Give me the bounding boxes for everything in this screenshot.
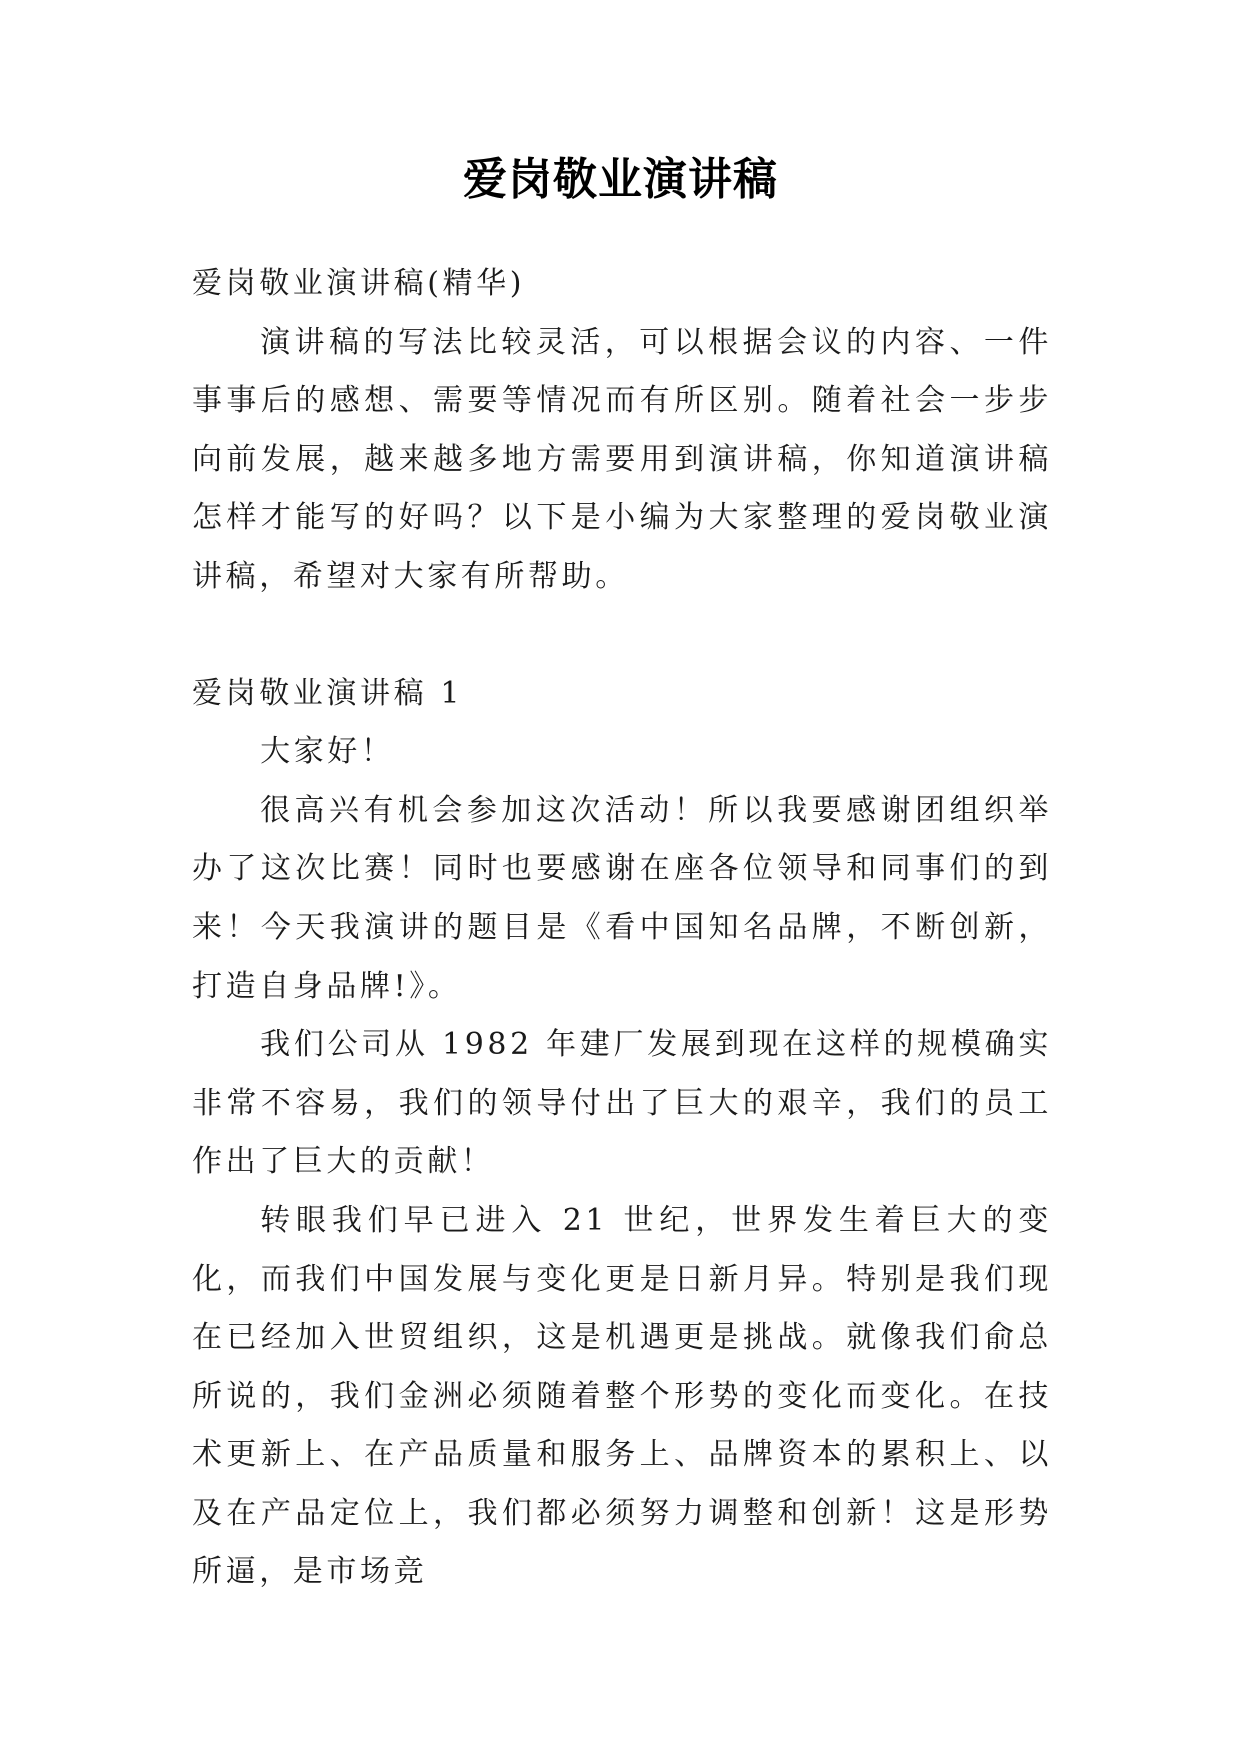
body-paragraph-2: 我们公司从 1982 年建厂发展到现在这样的规模确实非常不容易，我们的领导付出了巨大的艰辛，我们的员工作出了巨大的贡献！ xyxy=(192,1027,1052,1180)
body-paragraph-1: 很高兴有机会参加这次活动！所以我要感谢团组织举办了这次比赛！同时也要感谢在座各位领导和同事们的到来！今天我演讲的题目是《看中国知名品牌，不断创新，打造自身品牌!》。 xyxy=(192,792,1052,1004)
section-gap xyxy=(192,607,1052,665)
body-paragraph-greeting: 大家好！ xyxy=(260,734,395,770)
document-body xyxy=(192,255,1052,1602)
section-heading: 爱岗敬业演讲稿 1 xyxy=(192,675,464,711)
document-title: 爱岗敬业演讲稿 xyxy=(463,154,778,205)
document-subtitle: 爱岗敬业演讲稿(精华) xyxy=(192,266,526,301)
intro-paragraph: 演讲稿的写法比较灵活，可以根据会议的内容、一件事事后的感想、需要等情况而有所区别。随着社会一步步向前发展，越来越多地方需要用到演讲稿，你知道演讲稿怎样才能写的好吗？以下是小编为大家整理的爱岗敬业演讲稿，希望对大家有所帮助。 xyxy=(192,324,1052,594)
body-paragraph-3: 转眼我们早已进入 21 世纪，世界发生着巨大的变化，而我们中国发展与变化更是日新月异。特别是我们现在已经加入世贸组织，这是机遇更是挑战。就像我们俞总所说的，我们金洲必须随着整个形势的变化而变化。在技术更新上、在产品质量和服务上、品牌资本的累积上、以及在产品定位上，我们都必须努力调整和创新！这是形势所逼，是市场竞 xyxy=(192,1202,1052,1590)
